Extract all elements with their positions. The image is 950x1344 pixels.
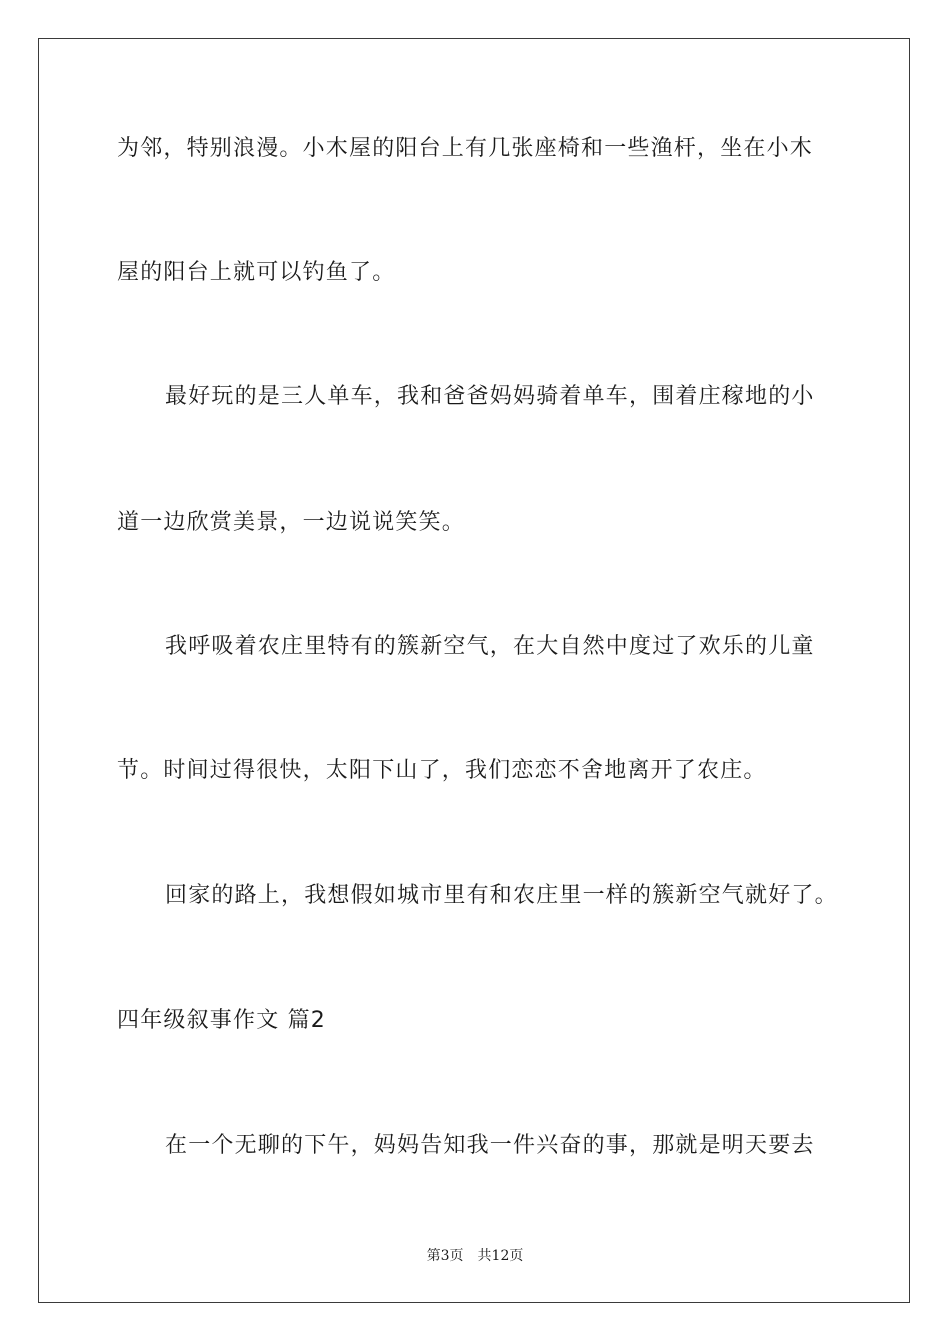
page-number: 第3页 [426,1248,464,1264]
text-line: 节。时间过得很快，太阳下山了，我们恋恋不舍地离开了农庄。 [117,758,767,783]
text-line: 为邻，特别浪漫。小木屋的阳台上有几张座椅和一些渔杆，坐在小木 [117,136,814,161]
page-total: 共12页 [477,1248,524,1264]
text-line: 屋的阳台上就可以钓鱼了。 [117,260,396,285]
text-line: 回家的路上，我想假如城市里有和农庄里一样的簇新空气就好了。 [165,883,838,908]
page-frame [38,38,910,1303]
text-line: 道一边欣赏美景，一边说说笑笑。 [117,510,466,535]
text-line: 在一个无聊的下午，妈妈告知我一件兴奋的事，那就是明天要去 [165,1133,815,1158]
text-line: 最好玩的是三人单车，我和爸爸妈妈骑着单车，围着庄稼地的小 [165,384,815,409]
text-line: 我呼吸着农庄里特有的簇新空气，在大自然中度过了欢乐的儿童 [165,634,815,659]
page-footer [0,1245,950,1265]
section-heading: 四年级叙事作文 篇2 [117,1008,326,1033]
